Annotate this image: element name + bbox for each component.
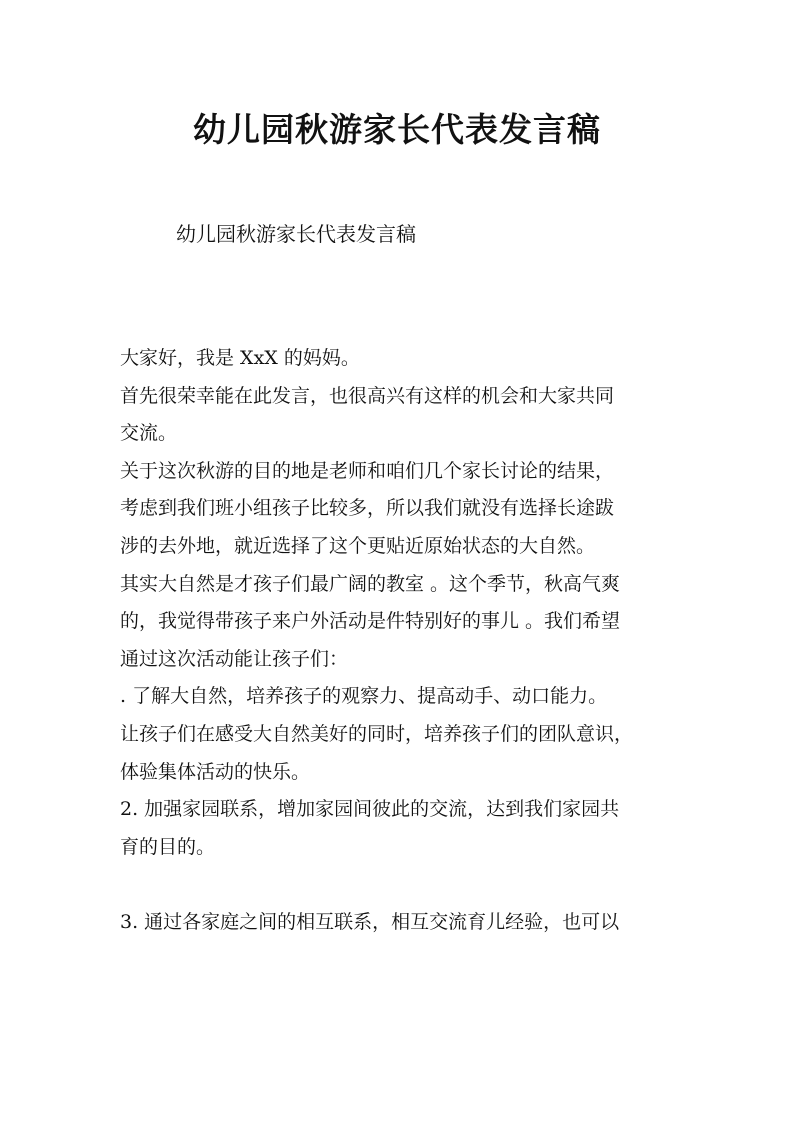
body-line: 关于这次秋游的目的地是老师和咱们几个家长讨论的结果， <box>120 459 615 482</box>
body-line: 首先很荣幸能在此发言，也很高兴有这样的机会和大家共同 <box>120 384 615 407</box>
body-line: 通过这次活动能让孩子们： <box>120 647 349 670</box>
body-line: 育的目的。 <box>120 835 216 858</box>
document-title: 幼儿园秋游家长代表发言稿 <box>193 110 601 149</box>
document-subtitle: 幼儿园秋游家长代表发言稿 <box>176 222 416 246</box>
body-line: 体验集体活动的快乐。 <box>120 760 311 783</box>
body-line: 的，我觉得带孩子来户外活动是件特别好的事儿 。我们希望 <box>120 610 621 633</box>
body-line: 涉的去外地，就近选择了这个更贴近原始状态的大自然。 <box>120 534 596 557</box>
body-line: 3. 通过各家庭之间的相互联系，相互交流育儿经验，也可以 <box>120 910 620 933</box>
paragraph-gap <box>120 866 700 904</box>
body-line: 2. 加强家园联系，增加家园间彼此的交流，达到我们家园共 <box>120 798 620 821</box>
body-line: . 了解大自然，培养孩子的观察力、提高动手、动口能力。 <box>120 685 608 708</box>
body-line: 其实大自然是才孩子们最广阔的教室 。这个季节，秋高气爽 <box>120 572 621 595</box>
document-body <box>120 340 700 942</box>
body-line: 交流。 <box>120 422 178 445</box>
body-line: 大家好，我是 XxX 的妈妈。 <box>120 347 360 369</box>
body-line: 让孩子们在感受大自然美好的同时，培养孩子们的团队意识， <box>120 722 634 745</box>
body-line: 考虑到我们班小组孩子比较多，所以我们就没有选择长途跋 <box>120 497 615 520</box>
